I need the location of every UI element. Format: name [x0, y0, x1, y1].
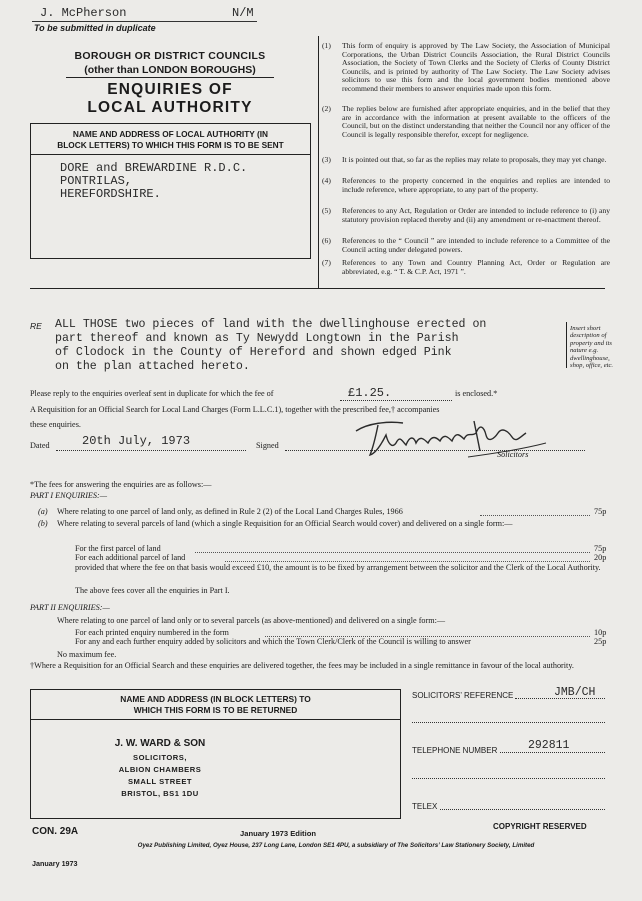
note-5: [322, 207, 612, 234]
authority-address-line-2: PONTRILAS,: [60, 174, 133, 188]
note-3-number: (3): [322, 155, 331, 164]
telephone-line: [500, 752, 605, 753]
requisition-text: A Requisition for an Official Search for Local Land Charges (Form L.L.C.1), together with the prescribed fee,† accompanies: [30, 405, 440, 414]
telephone-value: 292811: [528, 739, 570, 752]
fee-b2-amount: 20p: [594, 553, 607, 562]
re-side-note: Insert short description of property and its nature e.g. dwellinghouse, shop, office, etc.: [570, 325, 614, 370]
note-6: [322, 237, 612, 255]
signed-label: Signed: [256, 441, 279, 450]
header-rule: [32, 21, 257, 22]
note-5-text: References to any Act, Regulation or Order are intended to include reference to (i) any statutory provision replaced thereby and (ii) any amendment or re-enactment thereof.: [342, 206, 610, 224]
date-value: 20th July, 1973: [82, 434, 191, 448]
fee-a-amount: 75p: [594, 507, 607, 516]
note-6-text: References to the “ Council ” are intended to include reference to a Committee of the Council acting under delegated powers.: [342, 236, 610, 254]
solicitors-reference-value: JMB/CH: [554, 686, 596, 699]
return-address-line-4: SMALL STREET: [127, 777, 193, 786]
re-line-2: part thereof and known as Ty Newydd Longtown in the Parish: [55, 332, 459, 345]
fee-a-leader: [480, 515, 590, 516]
fee-b2-leader: [225, 561, 590, 562]
copyright-label: COPYRIGHT RESERVED: [493, 822, 587, 831]
note-7-number: (7): [322, 258, 331, 267]
fee-b-text: Where relating to several parcels of land (which a single Requisition for an Official Search would cover) and delivered on a single form:—: [57, 519, 513, 528]
submit-note: To be submitted in duplicate: [34, 23, 156, 33]
return-address-line-3: ALBION CHAMBERS: [118, 765, 202, 774]
title-line-2: (other than LONDON BOROUGHS): [84, 64, 256, 76]
fee-b-proviso: provided that where the fee on that basis would exceed £10, the amount is to be fixed by arrangement between the solicitor and the Clerk of the Local Authority.: [75, 563, 601, 572]
typed-name: J. McPherson: [40, 6, 127, 20]
fee-a-label: (a): [38, 507, 48, 516]
return-box-divider: [30, 719, 401, 720]
note-1-text: This form of enquiry is approved by The Law Society, the Association of Municipal Corporations, the Urban District Councils Association, the Rural District Councils Association, the Society of Town Clerks and the Society of Clerks of County District Councils, and is printed by authority of The Law Society. The Law Society advises solicitors to use this form and the local government bodies mentioned above recommend their members to answer enquiries made upon this form.: [342, 41, 610, 93]
title-line-1: BOROUGH OR DISTRICT COUNCILS: [74, 50, 266, 62]
section-rule-top: [30, 288, 605, 289]
notes-divider: [318, 36, 319, 288]
edition-label: January 1973 Edition: [240, 829, 316, 838]
note-6-number: (6): [322, 236, 331, 245]
return-heading-1: NAME AND ADDRESS (IN BLOCK LETTERS) TO: [120, 694, 311, 704]
footer-date: January 1973: [32, 859, 78, 868]
re-line-4: on the plan attached hereto.: [55, 360, 250, 373]
authority-box-divider: [30, 154, 311, 155]
fee-p2a-amount: 10p: [594, 628, 607, 637]
telex-label: TELEX: [412, 802, 438, 811]
authority-heading-2: BLOCK LETTERS) TO WHICH THIS FORM IS TO BE SENT: [57, 140, 284, 150]
reply-text-after: is enclosed.*: [455, 389, 498, 398]
note-2: [322, 105, 612, 149]
these-enquiries: these enquiries.: [30, 420, 81, 429]
note-1-number: (1): [322, 41, 331, 50]
part-1-heading: PART I ENQUIRIES:—: [30, 491, 108, 500]
note-4: [322, 177, 612, 204]
fee-b-cover: The above fees cover all the enquiries in Part I.: [75, 586, 230, 595]
note-2-number: (2): [322, 104, 331, 113]
fee-b2-text: For each additional parcel of land: [75, 553, 186, 562]
note-3-text: It is pointed out that, so far as the replies may relate to proposals, they may yet change.: [342, 155, 607, 164]
publisher-line: Oyez Publishing Limited, Oyez House, 237 Long Lane, London SE1 4PU, a subsidiary of The Solicitors’ Law Stationery Society, Limited: [137, 842, 535, 849]
dated-label: Dated: [30, 441, 50, 450]
title-underline: [66, 77, 274, 78]
fee-a-text: Where relating to one parcel of land only, as defined in Rule 2 (2) of the Local Land Charges Rules, 1966: [57, 507, 403, 516]
note-4-number: (4): [322, 176, 331, 185]
return-heading-2: WHICH THIS FORM IS TO BE RETURNED: [133, 705, 298, 715]
reference-line: [515, 698, 605, 699]
part-2-text: Where relating to one parcel of land only or to several parcels (as above-mentioned) and delivered on a single form:—: [57, 616, 446, 625]
note-7-text: References to any Town and Country Planning Act, Order or Regulation are abbreviated, e.g. “ T. & C.P. Act, 1971 ”.: [342, 258, 610, 276]
re-line-3: of Clodock in the County of Hereford and shown edged Pink: [55, 346, 452, 359]
right-panel-line-1: [412, 722, 605, 723]
fee-line: [340, 400, 452, 401]
solicitors-reference-label: SOLICITORS’ REFERENCE: [412, 691, 514, 700]
title-line-4: LOCAL AUTHORITY: [87, 99, 253, 116]
title-line-3: ENQUIRIES OF: [107, 81, 233, 98]
telephone-label: TELEPHONE NUMBER: [412, 746, 498, 755]
fee-p2a-text: For each printed enquiry numbered in the form: [75, 628, 229, 637]
typed-reference: N/M: [232, 6, 254, 20]
authority-address-line-1: DORE and BREWARDINE R.D.C.: [60, 161, 248, 175]
fee-b1-text: For the first parcel of land: [75, 544, 161, 553]
note-3: [322, 156, 612, 174]
fee-enclosed-value: £1.25.: [348, 386, 392, 400]
note-4-text: References to the property concerned in the enquiries and replies are intended to include reference, where appropriate, to any part of the property.: [342, 176, 610, 194]
re-line-1: ALL THOSE two pieces of land with the dwellinghouse erected on: [55, 318, 487, 331]
part-2-heading: PART II ENQUIRIES:—: [30, 603, 110, 612]
telex-line: [440, 809, 605, 810]
authority-heading-1: NAME AND ADDRESS OF LOCAL AUTHORITY (IN: [72, 129, 269, 139]
return-address-line-2: SOLICITORS,: [133, 753, 187, 762]
re-label: RE: [30, 321, 42, 331]
solicitors-label: Solicitors: [497, 450, 529, 459]
fee-b1-amount: 75p: [594, 544, 607, 553]
note-7: [322, 259, 612, 277]
return-address-line-1: J. W. WARD & SON: [114, 738, 206, 749]
fee-b-label: (b): [38, 519, 48, 528]
return-address-line-5: BRISTOL, BS1 1DU: [121, 789, 199, 798]
fees-intro: *The fees for answering the enquiries are as follows:—: [30, 480, 212, 489]
fee-b1-leader: [195, 552, 590, 553]
date-line: [56, 450, 246, 451]
note-5-number: (5): [322, 206, 331, 215]
note-1: [322, 42, 612, 102]
note-2-text: The replies below are furnished after appropriate enquiries, and in the belief that they are in accordance with the information at present available to the officers of the Council, but on the distinct understanding that neither the Council nor any officer of the Council is legally responsible therefor, except for negligence.: [342, 104, 610, 139]
re-side-divider: [566, 322, 567, 368]
fee-p2b-text: For any and each further enquiry added by solicitors and which the Town Clerk/Clerk of the Council is willing to answer: [75, 637, 471, 646]
dagger-note: †Where a Requisition for an Official Search and these enquiries are delivered together, the fees may be included in a single remittance in favour of the local authority.: [30, 661, 574, 670]
form-code: CON. 29A: [32, 826, 79, 837]
reply-text-before: Please reply to the enquiries overleaf sent in duplicate for which the fee of: [30, 389, 274, 398]
fee-p2b-amount: 25p: [594, 637, 607, 646]
no-maximum-fee: No maximum fee.: [57, 650, 117, 659]
authority-address-line-3: HEREFORDSHIRE.: [60, 187, 161, 201]
right-panel-line-2: [412, 778, 605, 779]
